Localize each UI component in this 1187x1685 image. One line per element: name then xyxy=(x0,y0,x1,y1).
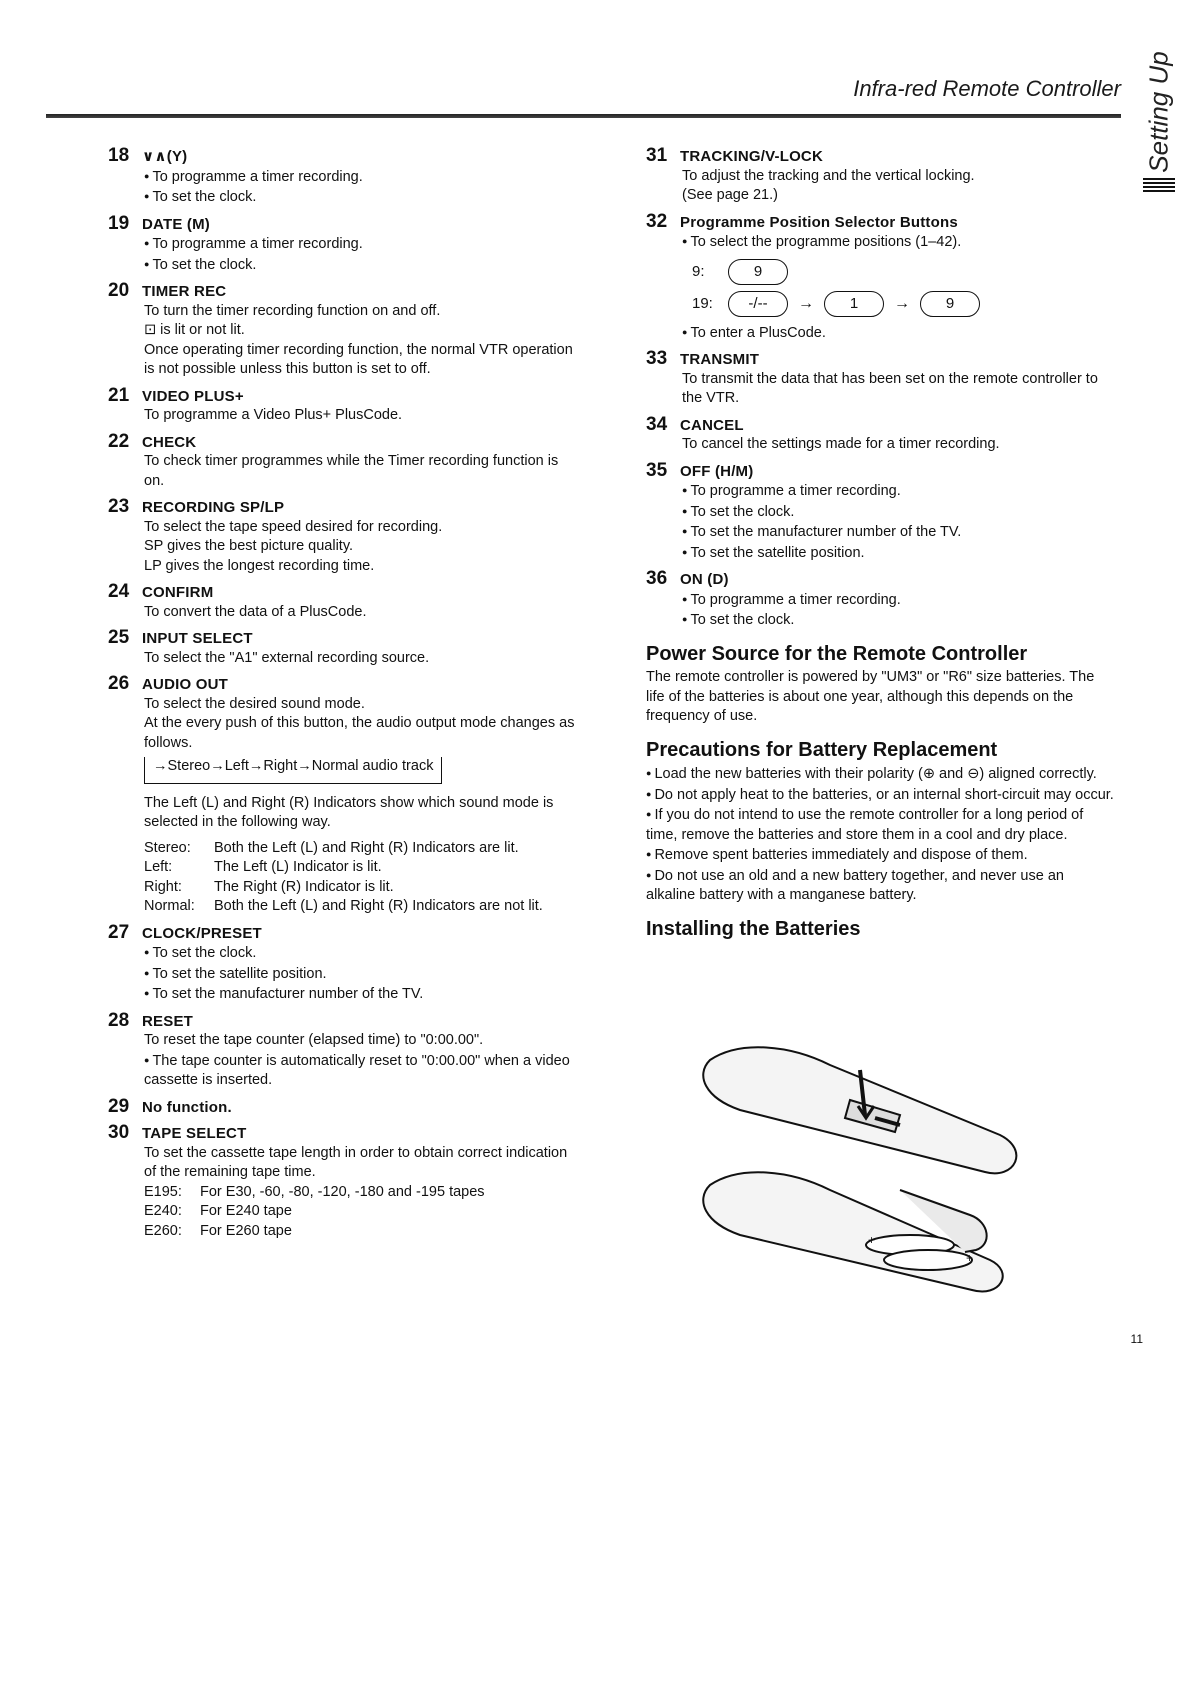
precaution-item: ● Remove spent batteries immediately and dispose of them. xyxy=(646,845,1116,866)
power-section xyxy=(646,642,1116,727)
sound-mode-key: Normal: xyxy=(144,898,195,914)
side-tab-label: Setting Up xyxy=(1143,51,1174,173)
key-example-9 xyxy=(692,259,1116,285)
item-line: ● To set the clock. xyxy=(144,255,578,276)
precaution-item: ● If you do not intend to use the remote controller for a long period of time, remove the batteries and store them in a cool and dry place. xyxy=(646,805,1116,845)
tape-description: For E30, -60, -80, -120, -180 and -195 tapes xyxy=(200,1183,485,1200)
tape-row xyxy=(144,1202,578,1222)
item-line: ● To programme a timer recording. xyxy=(144,167,578,188)
page-header xyxy=(46,72,1121,118)
item-number: 36 xyxy=(646,568,668,589)
side-tab xyxy=(1141,52,1177,172)
item-22 xyxy=(108,432,578,492)
item-title: TRACKING/V-LOCK xyxy=(680,148,823,165)
sound-mode-row xyxy=(144,897,578,917)
item-line: ● To programme a timer recording. xyxy=(682,590,1116,611)
item-line: To select the tape speed desired for recording. xyxy=(144,518,443,535)
item-line: ● To programme a timer recording. xyxy=(682,481,1116,502)
tape-key: E195: xyxy=(144,1183,182,1200)
item-title: ∨∧(Y) xyxy=(142,148,188,165)
item-title: CONFIRM xyxy=(142,584,214,601)
item-title: AUDIO OUT xyxy=(142,676,228,693)
item-title: RESET xyxy=(142,1012,194,1030)
item-29 xyxy=(108,1097,578,1118)
item-line: To convert the data of a PlusCode. xyxy=(144,603,367,620)
item-20 xyxy=(108,281,578,380)
key-example-label: 9: xyxy=(692,262,705,280)
item-28 xyxy=(108,1011,578,1091)
item-line: To check timer programmes while the Timer recording function is on. xyxy=(144,453,559,489)
remote-open-illustration xyxy=(703,1172,1002,1291)
item-18 xyxy=(108,146,578,208)
item-title: No function. xyxy=(142,1098,232,1116)
item-number: 24 xyxy=(108,581,130,602)
sound-mode-row xyxy=(144,858,578,878)
item-title: DATE (M) xyxy=(142,215,210,233)
item-line: ● To set the clock. xyxy=(682,502,1116,523)
item-32 xyxy=(646,212,1116,344)
item-line: ● To set the satellite position. xyxy=(144,964,578,985)
item-number: 34 xyxy=(646,413,668,435)
item-35 xyxy=(646,461,1116,564)
item-line: To turn the timer recording function on and off. xyxy=(144,302,441,319)
header-rule xyxy=(46,114,1121,118)
sound-mode-key: Left: xyxy=(144,859,173,875)
item-line: To programme a Video Plus+ PlusCode. xyxy=(144,407,403,423)
audio-mode-cycle xyxy=(144,757,442,784)
item-number: 22 xyxy=(108,430,130,452)
item-21 xyxy=(108,386,578,426)
item-number: 21 xyxy=(108,384,130,406)
item-number: 29 xyxy=(108,1095,130,1117)
item-line: Once operating timer recording function, the normal VTR operation is not possible unless this button is set to off. xyxy=(144,341,573,377)
item-number: 20 xyxy=(108,280,130,301)
key-9-button-icon: 9 xyxy=(920,291,980,317)
item-33 xyxy=(646,349,1116,409)
item-26 xyxy=(108,674,578,917)
sound-mode-row xyxy=(144,878,578,898)
item-number: 23 xyxy=(108,496,130,517)
arrow-right-icon: → xyxy=(894,294,910,312)
item-line: ● To programme a timer recording. xyxy=(144,234,578,255)
item-number: 19 xyxy=(108,212,130,234)
item-line: ● To set the manufacturer number of the TV. xyxy=(682,522,1116,543)
item-number: 18 xyxy=(108,145,130,166)
item-line: The Left (L) and Right (R) Indicators show which sound mode is selected in the following way. xyxy=(144,794,554,830)
item-number: 26 xyxy=(108,673,130,694)
precaution-item: ● Do not apply heat to the batteries, or an internal short-circuit may occur. xyxy=(646,785,1116,806)
audio-cycle-text: →Stereo→Left→Right→Normal audio track xyxy=(153,758,434,774)
item-line: To transmit the data that has been set on the remote controller to the VTR. xyxy=(682,370,1098,406)
section-title: Precautions for Battery Replacement xyxy=(646,738,998,761)
item-line: To set the cassette tape length in order to obtain correct indication of the remaining tape time. xyxy=(144,1144,568,1180)
page-number: 11 xyxy=(1130,1332,1143,1346)
item-line: ● To set the satellite position. xyxy=(682,543,1116,564)
sound-mode-description: Both the Left (L) and Right (R) Indicators are not lit. xyxy=(214,898,543,914)
item-line: To adjust the tracking and the vertical locking. xyxy=(682,167,975,184)
item-title: TIMER REC xyxy=(142,283,227,300)
item-line: (See page 21.) xyxy=(682,187,778,203)
tape-key: E260: xyxy=(144,1222,182,1239)
item-title: TRANSMIT xyxy=(680,351,760,368)
remote-battery-illustration xyxy=(700,1040,1040,1300)
item-title: VIDEO PLUS+ xyxy=(142,387,244,405)
item-line: SP gives the best picture quality. xyxy=(144,538,354,554)
sound-mode-description: Both the Left (L) and Right (R) Indicators are lit. xyxy=(214,839,519,856)
item-19 xyxy=(108,214,578,276)
svg-text:+: + xyxy=(868,1233,876,1247)
item-27 xyxy=(108,923,578,1005)
section-title: Power Source for the Remote Controller xyxy=(646,642,1028,665)
item-line: To select the "A1" external recording source. xyxy=(144,649,430,666)
right-column xyxy=(646,146,1116,943)
item-line: ⊡ is lit or not lit. xyxy=(144,322,245,338)
key-1-button-icon: 1 xyxy=(824,291,884,317)
item-title: ON (D) xyxy=(680,571,729,588)
item-34 xyxy=(646,415,1116,455)
precaution-item: ● Do not use an old and a new battery together, and never use an alkaline battery with a manganese battery. xyxy=(646,866,1116,906)
item-line: To cancel the settings made for a timer recording. xyxy=(682,436,1000,452)
side-tab-bars xyxy=(1143,178,1175,194)
item-number: 27 xyxy=(108,921,130,943)
item-title: Programme Position Selector Buttons xyxy=(680,213,958,231)
tape-description: For E260 tape xyxy=(200,1222,292,1239)
tape-key: E240: xyxy=(144,1203,182,1219)
item-title: TAPE SELECT xyxy=(142,1125,247,1142)
item-line: ● To set the clock. xyxy=(144,943,578,964)
item-number: 25 xyxy=(108,627,130,648)
key-9-button-icon: 9 xyxy=(728,259,788,285)
left-column xyxy=(108,146,578,1247)
item-line: LP gives the longest recording time. xyxy=(144,557,375,574)
item-number: 28 xyxy=(108,1009,130,1031)
svg-text:+: + xyxy=(966,1251,974,1265)
item-line: ● To set the clock. xyxy=(144,187,578,208)
item-23 xyxy=(108,497,578,576)
item-number: 31 xyxy=(646,145,668,166)
sound-mode-key: Stereo: xyxy=(144,839,191,856)
item-24 xyxy=(108,582,578,622)
precaution-item: ● Load the new batteries with their polarity (⊕ and ⊖) aligned correctly. xyxy=(646,764,1116,785)
key-dash-button-icon: -/-- xyxy=(728,291,788,317)
item-line: ● To set the manufacturer number of the TV. xyxy=(144,984,578,1005)
item-title: INPUT SELECT xyxy=(142,630,253,647)
item-number: 32 xyxy=(646,210,668,232)
item-number: 30 xyxy=(108,1122,130,1143)
section-title: Installing the Batteries xyxy=(646,917,861,940)
tape-row xyxy=(144,1183,578,1203)
item-30 xyxy=(108,1123,578,1241)
key-example-label: 19: xyxy=(692,294,713,312)
installing-section xyxy=(646,917,1116,940)
header-title: Infra-red Remote Controller xyxy=(853,76,1121,101)
precautions-section xyxy=(646,738,1116,906)
key-example-19 xyxy=(692,291,1116,317)
sound-mode-description: The Right (R) Indicator is lit. xyxy=(214,878,394,895)
item-line: To reset the tape counter (elapsed time) to "0:00.00". xyxy=(144,1032,484,1048)
sound-mode-key: Right: xyxy=(144,878,182,895)
item-line: At the every push of this button, the audio output mode changes as follows. xyxy=(144,715,575,751)
sound-mode-row xyxy=(144,839,578,859)
sound-mode-description: The Left (L) Indicator is lit. xyxy=(214,859,382,875)
item-title: CHECK xyxy=(142,433,197,451)
item-36 xyxy=(646,569,1116,631)
remote-top-illustration xyxy=(703,1047,1016,1173)
item-number: 35 xyxy=(646,459,668,481)
item-title: CANCEL xyxy=(680,416,744,434)
item-line: ● To select the programme positions (1–42). xyxy=(682,232,1116,253)
item-line: ● The tape counter is automatically reset to "0:00.00" when a video cassette is inserted. xyxy=(144,1051,578,1091)
item-title: RECORDING SP/LP xyxy=(142,499,285,516)
item-line: ● To set the clock. xyxy=(682,610,1116,631)
item-line: To select the desired sound mode. xyxy=(144,695,365,712)
item-25 xyxy=(108,628,578,668)
item-31 xyxy=(646,146,1116,206)
item-number: 33 xyxy=(646,348,668,369)
tape-row xyxy=(144,1222,578,1242)
item-title: CLOCK/PRESET xyxy=(142,924,262,942)
item-title: OFF (H/M) xyxy=(680,462,754,480)
tape-description: For E240 tape xyxy=(200,1203,292,1219)
item-line: ● To enter a PlusCode. xyxy=(682,323,1116,344)
section-text: The remote controller is powered by "UM3" or "R6" size batteries. The life of the batteries is about one year, although this depends on the frequency of use. xyxy=(646,669,1095,724)
arrow-right-icon: → xyxy=(798,294,814,312)
